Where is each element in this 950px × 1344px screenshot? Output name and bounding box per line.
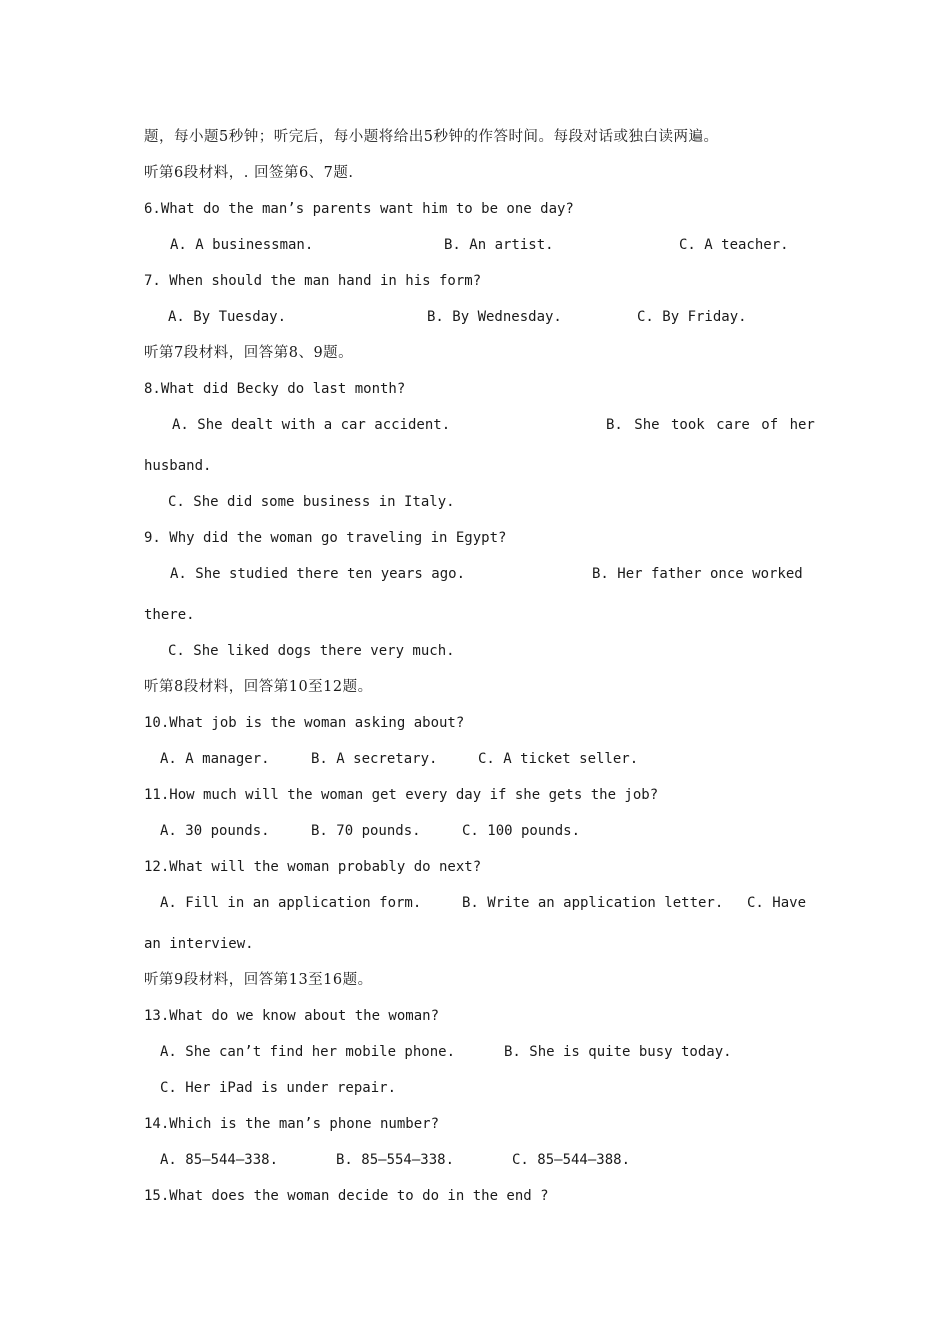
q11-option-b: B. 70 pounds.	[311, 823, 421, 839]
q6-option-a: A. A businessman.	[170, 237, 314, 253]
q7-option-a: A. By Tuesday.	[168, 309, 287, 325]
question-15: 15.What does the woman decide to do in the end ?	[144, 1188, 549, 1204]
q14-option-c: C. 85—544—388.	[512, 1152, 631, 1168]
q13-option-b: B. She is quite busy today.	[504, 1044, 732, 1060]
q13-option-a: A. She can’t find her mobile phone.	[160, 1044, 456, 1060]
q12-option-c: C. Have	[747, 895, 807, 911]
section-9-heading: 听第9段材料，回答第13至16题。	[144, 972, 373, 988]
q9-option-b: B. Her father once worked	[592, 566, 803, 582]
instructions-text: 题，每小题5秒钟；听完后，每小题将给出5秒钟的作答时间。每段对话或独白读两遍。	[144, 129, 719, 145]
q9-option-a: A. She studied there ten years ago.	[170, 566, 466, 582]
question-14: 14.Which is the man’s phone number?	[144, 1116, 440, 1132]
question-10: 10.What job is the woman asking about?	[144, 715, 465, 731]
question-11: 11.How much will the woman get every day if she gets the job?	[144, 787, 659, 803]
q8-option-c: C. She did some business in Italy.	[168, 494, 455, 510]
q7-option-b: B. By Wednesday.	[427, 309, 562, 325]
q10-option-a: A. A manager.	[160, 751, 270, 767]
question-9: 9. Why did the woman go traveling in Egypt?	[144, 530, 507, 546]
q12-option-a: A. Fill in an application form.	[160, 895, 422, 911]
q8-option-b: B. She took care of her	[606, 417, 815, 433]
section-8-heading: 听第8段材料，回答第10至12题。	[144, 679, 373, 695]
q10-option-b: B. A secretary.	[311, 751, 438, 767]
section-6-heading: 听第6段材料，. 回签第6、7题.	[144, 165, 354, 181]
q12-option-c-continued: an interview.	[144, 936, 254, 952]
q7-option-c: C. By Friday.	[637, 309, 747, 325]
question-6: 6.What do the man’s parents want him to be one day?	[144, 201, 574, 217]
q9-option-c: C. She liked dogs there very much.	[168, 643, 455, 659]
section-7-heading: 听第7段材料，回答第8、9题。	[144, 345, 354, 361]
q14-option-a: A. 85—544—338.	[160, 1152, 279, 1168]
q9-option-b-continued: there.	[144, 607, 195, 623]
question-13: 13.What do we know about the woman?	[144, 1008, 440, 1024]
q11-option-a: A. 30 pounds.	[160, 823, 270, 839]
q14-option-b: B. 85—554—338.	[336, 1152, 455, 1168]
q12-option-b: B. Write an application letter.	[462, 895, 724, 911]
q6-option-c: C. A teacher.	[679, 237, 789, 253]
q8-option-b-continued: husband.	[144, 458, 212, 474]
question-12: 12.What will the woman probably do next?	[144, 859, 482, 875]
q10-option-c: C. A ticket seller.	[478, 751, 639, 767]
q11-option-c: C. 100 pounds.	[462, 823, 581, 839]
question-7: 7. When should the man hand in his form?	[144, 273, 482, 289]
question-8: 8.What did Becky do last month?	[144, 381, 406, 397]
q8-option-a: A. She dealt with a car accident.	[172, 417, 451, 433]
q6-option-b: B. An artist.	[444, 237, 554, 253]
q13-option-c: C. Her iPad is under repair.	[160, 1080, 397, 1096]
